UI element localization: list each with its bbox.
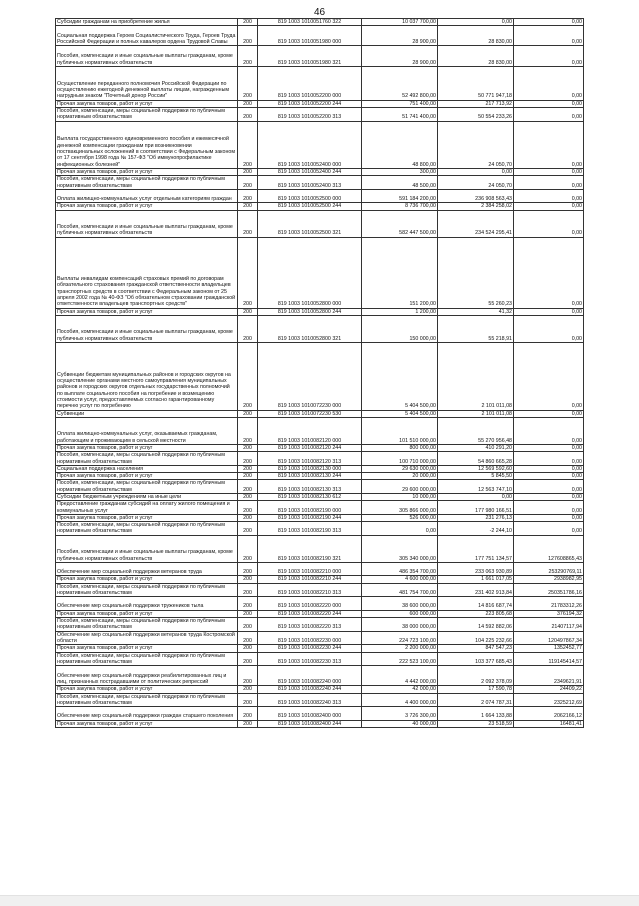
page-bottom-edge <box>0 895 639 906</box>
row-budget-code: 819 1003 1010082400 244 <box>258 720 362 727</box>
table-row <box>56 631 584 645</box>
row-budget-code: 819 1003 1010082230 244 <box>258 645 362 652</box>
row-unexecuted-amount: 2349621,91 <box>514 666 584 686</box>
row-executed-amount: 17 590,78 <box>438 686 514 693</box>
row-budget-code: 819 1003 1010082240 313 <box>258 693 362 707</box>
row-budget-code: 819 1003 1010051980 321 <box>258 46 362 67</box>
row-executed-amount: 14 592 882,06 <box>438 618 514 632</box>
row-unexecuted-amount: 0,00 <box>514 480 584 494</box>
row-executed-amount: 410 291,20 <box>438 444 514 451</box>
row-approved-amount: 29 630 000,00 <box>362 465 438 472</box>
row-approved-amount: 751 400,00 <box>362 100 438 107</box>
row-executed-amount: 0,00 <box>438 168 514 175</box>
row-executed-amount: 55 270 956,48 <box>438 417 514 444</box>
row-unexecuted-amount: 0,00 <box>514 46 584 67</box>
row-approved-amount: 5 404 500,00 <box>362 410 438 417</box>
row-approved-amount: 600 000,00 <box>362 610 438 617</box>
row-name: Прочая закупка товаров, работ и услуг <box>56 100 238 107</box>
row-approved-amount: 4 442 000,00 <box>362 666 438 686</box>
row-code-line: 200 <box>238 576 258 583</box>
row-unexecuted-amount: 0,00 <box>514 308 584 315</box>
row-name: Пособия, компенсации и иные социальные выплаты гражданам, кроме публичных нормативных обязательств <box>56 315 238 342</box>
row-budget-code: 819 1003 1010072230 000 <box>258 343 362 411</box>
row-budget-code: 819 1003 1010052500 244 <box>258 203 362 210</box>
row-unexecuted-amount: 0,00 <box>514 26 584 46</box>
table-row <box>56 452 584 466</box>
row-executed-amount: 177 751 134,57 <box>438 535 514 562</box>
row-approved-amount: 40 000,00 <box>362 720 438 727</box>
row-code-line: 200 <box>238 618 258 632</box>
row-code-line: 200 <box>238 46 258 67</box>
row-approved-amount: 224 723 100,00 <box>362 631 438 645</box>
row-unexecuted-amount: 0,00 <box>514 522 584 536</box>
row-name: Пособия, компенсации, меры социальной поддержки по публичным нормативным обязательствам <box>56 452 238 466</box>
table-row <box>56 562 584 576</box>
row-unexecuted-amount: 2062166,12 <box>514 707 584 721</box>
row-name: Прочая закупка товаров, работ и услуг <box>56 514 238 521</box>
row-name: Субвенции бюджетам муниципальных районов и городских округов на осуществление органами местного самоуправления муниципальных районов и городских округов отдельных государственных полномочий по выплате социального пособия на погребение и возмещению стоимости услуг, предоставляемых согласно гарантированному перечню услуг по погребению <box>56 343 238 411</box>
row-budget-code: 819 1003 1010052800 000 <box>258 237 362 308</box>
row-approved-amount: 800 000,00 <box>362 444 438 451</box>
row-executed-amount: 50 771 947,18 <box>438 66 514 100</box>
row-executed-amount: 0,00 <box>438 494 514 501</box>
table-row <box>56 645 584 652</box>
table-row <box>56 19 584 26</box>
row-unexecuted-amount: 0,00 <box>514 494 584 501</box>
row-name: Прочая закупка товаров, работ и услуг <box>56 444 238 451</box>
row-code-line: 200 <box>238 494 258 501</box>
row-approved-amount: 10 037 700,00 <box>362 19 438 26</box>
row-name: Пособия, компенсации, меры социальной поддержки по публичным нормативным обязательствам <box>56 583 238 597</box>
table-row <box>56 444 584 451</box>
row-budget-code: 819 1003 1010052400 313 <box>258 176 362 190</box>
table-row <box>56 618 584 632</box>
row-approved-amount: 28 900,00 <box>362 46 438 67</box>
table-row <box>56 707 584 721</box>
row-approved-amount: 52 492 800,00 <box>362 66 438 100</box>
row-name: Пособия, компенсации, меры социальной поддержки по публичным нормативным обязательствам <box>56 693 238 707</box>
row-name: Пособия, компенсации, меры социальной поддержки по публичным нормативным обязательствам <box>56 522 238 536</box>
row-unexecuted-amount: 0,00 <box>514 210 584 237</box>
table-row <box>56 514 584 521</box>
table-row <box>56 203 584 210</box>
row-name: Прочая закупка товаров, работ и услуг <box>56 686 238 693</box>
row-code-line: 200 <box>238 465 258 472</box>
row-unexecuted-amount: 0,00 <box>514 168 584 175</box>
row-approved-amount: 4 400 000,00 <box>362 693 438 707</box>
row-code-line: 200 <box>238 100 258 107</box>
row-code-line: 200 <box>238 480 258 494</box>
row-budget-code: 819 1003 1010082190 000 <box>258 501 362 515</box>
row-code-line: 200 <box>238 707 258 721</box>
row-executed-amount: 234 524 295,41 <box>438 210 514 237</box>
row-approved-amount: 29 600 000,00 <box>362 480 438 494</box>
row-name: Социальная поддержка населения <box>56 465 238 472</box>
table-row <box>56 522 584 536</box>
table-row <box>56 410 584 417</box>
row-executed-amount: 23 518,59 <box>438 720 514 727</box>
row-approved-amount: 526 000,00 <box>362 514 438 521</box>
row-executed-amount: 231 402 913,84 <box>438 583 514 597</box>
row-executed-amount: 24 050,70 <box>438 176 514 190</box>
table-row <box>56 610 584 617</box>
row-name: Обеспечение мер социальной поддержки ветеранов труда Костромской области <box>56 631 238 645</box>
row-code-line: 200 <box>238 562 258 576</box>
row-approved-amount: 150 000,00 <box>362 315 438 342</box>
row-approved-amount: 4 600 000,00 <box>362 576 438 583</box>
table-row <box>56 693 584 707</box>
row-approved-amount: 5 404 500,00 <box>362 343 438 411</box>
row-budget-code: 819 1003 1010082120 244 <box>258 444 362 451</box>
table-row <box>56 210 584 237</box>
row-executed-amount: 236 908 563,43 <box>438 189 514 203</box>
row-executed-amount: 231 276,13 <box>438 514 514 521</box>
row-unexecuted-amount: 0,00 <box>514 237 584 308</box>
table-row <box>56 720 584 727</box>
row-name: Социальная поддержка Героев Социалистического Труда, Героев Труда Российской Федерации и полных кавалеров ордена Трудовой Славы <box>56 26 238 46</box>
row-unexecuted-amount: 24409,22 <box>514 686 584 693</box>
row-budget-code: 819 1003 1010082230 313 <box>258 652 362 666</box>
row-code-line: 200 <box>238 645 258 652</box>
table-row <box>56 108 584 122</box>
row-approved-amount: 20 000,00 <box>362 473 438 480</box>
table-row <box>56 480 584 494</box>
row-approved-amount: 305 340 000,00 <box>362 535 438 562</box>
row-executed-amount: 0,00 <box>438 19 514 26</box>
row-code-line: 200 <box>238 597 258 611</box>
row-code-line: 200 <box>238 610 258 617</box>
row-unexecuted-amount: 0,00 <box>514 108 584 122</box>
table-row <box>56 176 584 190</box>
table-row <box>56 473 584 480</box>
row-budget-code: 819 1003 1010052400 244 <box>258 168 362 175</box>
row-name: Выплаты инвалидам компенсаций страховых премий по договорам обязательного страхования гражданской ответственности владельцев транспортных средств в соответствии с Федеральным законом от 25 апреля 2002 года № 40-ФЗ "Об обязательном страховании гражданской ответственности владельцев транспортных средств" <box>56 237 238 308</box>
row-code-line: 200 <box>238 444 258 451</box>
row-executed-amount: -2 244,10 <box>438 522 514 536</box>
row-unexecuted-amount: 0,00 <box>514 176 584 190</box>
row-budget-code: 819 1003 1010052500 000 <box>258 189 362 203</box>
row-executed-amount: 2 101 011,08 <box>438 410 514 417</box>
row-executed-amount: 54 860 665,28 <box>438 452 514 466</box>
row-name: Субвенции <box>56 410 238 417</box>
row-name: Пособия, компенсации, меры социальной поддержки по публичным нормативным обязательствам <box>56 618 238 632</box>
row-name: Прочая закупка товаров, работ и услуг <box>56 610 238 617</box>
table-row <box>56 535 584 562</box>
row-code-line: 200 <box>238 343 258 411</box>
row-executed-amount: 177 980 166,51 <box>438 501 514 515</box>
row-budget-code: 819 1003 1010052800 244 <box>258 308 362 315</box>
row-budget-code: 819 1003 1010082190 244 <box>258 514 362 521</box>
row-unexecuted-amount: 376194,32 <box>514 610 584 617</box>
row-code-line: 200 <box>238 522 258 536</box>
row-approved-amount: 48 800,00 <box>362 121 438 168</box>
row-executed-amount: 41,32 <box>438 308 514 315</box>
row-code-line: 200 <box>238 189 258 203</box>
row-name: Прочая закупка товаров, работ и услуг <box>56 720 238 727</box>
row-executed-amount: 14 816 687,74 <box>438 597 514 611</box>
row-code-line: 200 <box>238 176 258 190</box>
row-unexecuted-amount: 2938982,95 <box>514 576 584 583</box>
row-unexecuted-amount: 120497867,34 <box>514 631 584 645</box>
row-approved-amount: 3 726 300,00 <box>362 707 438 721</box>
row-unexecuted-amount: 0,00 <box>514 343 584 411</box>
row-budget-code: 819 1003 1010082240 000 <box>258 666 362 686</box>
row-approved-amount: 8 736 700,00 <box>362 203 438 210</box>
row-code-line: 200 <box>238 666 258 686</box>
row-approved-amount: 1 200,00 <box>362 308 438 315</box>
row-budget-code: 819 1003 1010072230 530 <box>258 410 362 417</box>
row-name: Пособия, компенсации и иные социальные выплаты гражданам, кроме публичных нормативных обязательств <box>56 210 238 237</box>
row-code-line: 200 <box>238 108 258 122</box>
row-budget-code: 819 1003 1010082220 313 <box>258 618 362 632</box>
row-approved-amount: 38 600 000,00 <box>362 597 438 611</box>
row-executed-amount: 28 830,00 <box>438 26 514 46</box>
row-executed-amount: 2 092 378,09 <box>438 666 514 686</box>
row-code-line: 200 <box>238 237 258 308</box>
row-name: Субсидии бюджетным учреждениям на иные цели <box>56 494 238 501</box>
row-code-line: 200 <box>238 19 258 26</box>
table-row <box>56 46 584 67</box>
row-executed-amount: 50 554 233,26 <box>438 108 514 122</box>
row-executed-amount: 104 225 232,66 <box>438 631 514 645</box>
row-unexecuted-amount: 127608865,43 <box>514 535 584 562</box>
row-approved-amount: 28 900,00 <box>362 26 438 46</box>
row-budget-code: 819 1003 1010082400 000 <box>258 707 362 721</box>
row-code-line: 200 <box>238 583 258 597</box>
row-unexecuted-amount: 0,00 <box>514 473 584 480</box>
row-unexecuted-amount: 250351786,16 <box>514 583 584 597</box>
row-code-line: 200 <box>238 686 258 693</box>
row-unexecuted-amount: 2325212,69 <box>514 693 584 707</box>
row-name: Обеспечение мер социальной поддержки тружеников тыла <box>56 597 238 611</box>
row-unexecuted-amount: 0,00 <box>514 501 584 515</box>
row-code-line: 200 <box>238 452 258 466</box>
row-budget-code: 819 1003 1010082220 244 <box>258 610 362 617</box>
row-approved-amount: 486 354 700,00 <box>362 562 438 576</box>
row-code-line: 200 <box>238 535 258 562</box>
row-unexecuted-amount: 21783312,26 <box>514 597 584 611</box>
row-unexecuted-amount: 1352452,77 <box>514 645 584 652</box>
row-code-line: 200 <box>238 693 258 707</box>
row-budget-code: 819 1003 1010082210 244 <box>258 576 362 583</box>
row-executed-amount: 2 101 011,08 <box>438 343 514 411</box>
table-row <box>56 66 584 100</box>
table-row <box>56 121 584 168</box>
table-row <box>56 465 584 472</box>
row-approved-amount: 101 510 000,00 <box>362 417 438 444</box>
table-row <box>56 417 584 444</box>
row-approved-amount: 51 741 400,00 <box>362 108 438 122</box>
row-code-line: 200 <box>238 203 258 210</box>
table-row <box>56 686 584 693</box>
row-executed-amount: 217 713,92 <box>438 100 514 107</box>
row-budget-code: 819 1003 1010082130 612 <box>258 494 362 501</box>
table-row <box>56 189 584 203</box>
row-approved-amount: 305 866 000,00 <box>362 501 438 515</box>
row-executed-amount: 1 661 017,05 <box>438 576 514 583</box>
row-name: Обеспечение мер социальной поддержки реабилитированных лиц и лиц, признанных пострадавшими от политических репрессий <box>56 666 238 686</box>
row-budget-code: 819 1003 1010082210 313 <box>258 583 362 597</box>
table-row <box>56 237 584 308</box>
row-name: Прочая закупка товаров, работ и услуг <box>56 576 238 583</box>
row-unexecuted-amount: 16481,41 <box>514 720 584 727</box>
row-approved-amount: 100 710 000,00 <box>362 452 438 466</box>
row-name: Пособия, компенсации, меры социальной поддержки по публичным нормативным обязательствам <box>56 480 238 494</box>
row-name: Прочая закупка товаров, работ и услуг <box>56 168 238 175</box>
row-approved-amount: 10 000,00 <box>362 494 438 501</box>
row-code-line: 200 <box>238 66 258 100</box>
row-executed-amount: 5 845,50 <box>438 473 514 480</box>
row-approved-amount: 481 754 700,00 <box>362 583 438 597</box>
row-budget-code: 819 1003 1010082130 000 <box>258 465 362 472</box>
row-unexecuted-amount: 0,00 <box>514 410 584 417</box>
row-executed-amount: 55 260,23 <box>438 237 514 308</box>
table-row <box>56 666 584 686</box>
row-code-line: 200 <box>238 514 258 521</box>
row-name: Пособия, компенсации, меры социальной поддержки по публичным нормативным обязательствам <box>56 176 238 190</box>
row-budget-code: 819 1003 1010082120 313 <box>258 452 362 466</box>
row-executed-amount: 28 830,00 <box>438 46 514 67</box>
row-executed-amount: 12 563 747,10 <box>438 480 514 494</box>
table-row <box>56 501 584 515</box>
row-budget-code: 819 1003 1010052400 000 <box>258 121 362 168</box>
row-name: Субсидии гражданам на приобретение жилья <box>56 19 238 26</box>
row-executed-amount: 55 218,91 <box>438 315 514 342</box>
row-approved-amount: 0,00 <box>362 522 438 536</box>
row-approved-amount: 38 000 000,00 <box>362 618 438 632</box>
row-approved-amount: 582 447 500,00 <box>362 210 438 237</box>
row-unexecuted-amount: 0,00 <box>514 66 584 100</box>
row-budget-code: 819 1003 1010082220 000 <box>258 597 362 611</box>
row-executed-amount: 2 074 787,31 <box>438 693 514 707</box>
row-name: Обеспечение мер социальной поддержки ветеранов труда <box>56 562 238 576</box>
row-executed-amount: 24 050,70 <box>438 121 514 168</box>
row-approved-amount: 2 200 000,00 <box>362 645 438 652</box>
row-name: Осуществление переданного полномочия Российской Федерации по осуществлению ежегодной денежной выплаты лицам, награжденным нагрудным знаком "Почетный донор России" <box>56 66 238 100</box>
row-unexecuted-amount: 0,00 <box>514 417 584 444</box>
row-executed-amount: 1 664 133,88 <box>438 707 514 721</box>
row-code-line: 200 <box>238 168 258 175</box>
table-row <box>56 100 584 107</box>
row-executed-amount: 847 547,23 <box>438 645 514 652</box>
page-number: 46 <box>313 7 326 18</box>
row-code-line: 200 <box>238 121 258 168</box>
row-budget-code: 819 1003 1010082190 321 <box>258 535 362 562</box>
table-row <box>56 652 584 666</box>
row-approved-amount: 591 184 200,00 <box>362 189 438 203</box>
row-budget-code: 819 1003 1010052500 321 <box>258 210 362 237</box>
row-unexecuted-amount: 21407117,94 <box>514 618 584 632</box>
row-unexecuted-amount: 0,00 <box>514 465 584 472</box>
table-row <box>56 583 584 597</box>
row-code-line: 200 <box>238 210 258 237</box>
row-unexecuted-amount: 0,00 <box>514 100 584 107</box>
row-name: Пособия, компенсации, меры социальной поддержки по публичным нормативным обязательствам <box>56 108 238 122</box>
row-name: Оплата жилищно-коммунальных услуг, оказываемых гражданам, работающим и проживающим в сельской местности <box>56 417 238 444</box>
row-unexecuted-amount: 0,00 <box>514 121 584 168</box>
row-budget-code: 819 1003 1010082210 000 <box>258 562 362 576</box>
row-code-line: 200 <box>238 501 258 515</box>
row-name: Оплата жилищно-коммунальных услуг отдельным категориям граждан <box>56 189 238 203</box>
row-name: Пособия, компенсации и иные социальные выплаты гражданам, кроме публичных нормативных обязательств <box>56 46 238 67</box>
row-code-line: 200 <box>238 410 258 417</box>
row-code-line: 200 <box>238 473 258 480</box>
row-executed-amount: 2 384 258,02 <box>438 203 514 210</box>
row-unexecuted-amount: 0,00 <box>514 444 584 451</box>
row-executed-amount: 12 569 592,60 <box>438 465 514 472</box>
row-unexecuted-amount: 0,00 <box>514 19 584 26</box>
row-name: Пособия, компенсации, меры социальной поддержки по публичным нормативным обязательствам <box>56 652 238 666</box>
row-name: Прочая закупка товаров, работ и услуг <box>56 645 238 652</box>
row-executed-amount: 233 063 930,89 <box>438 562 514 576</box>
table-row <box>56 597 584 611</box>
row-budget-code: 819 1003 1010082240 244 <box>258 686 362 693</box>
row-unexecuted-amount: 0,00 <box>514 514 584 521</box>
row-approved-amount: 222 523 100,00 <box>362 652 438 666</box>
table-row <box>56 494 584 501</box>
row-budget-code: 819 1003 1010051980 000 <box>258 26 362 46</box>
row-name: Пособия, компенсации и иные социальные выплаты гражданам, кроме публичных нормативных обязательств <box>56 535 238 562</box>
row-name: Обеспечение мер социальной поддержки граждан старшего поколения <box>56 707 238 721</box>
row-executed-amount: 223 805,68 <box>438 610 514 617</box>
row-executed-amount: 103 377 685,43 <box>438 652 514 666</box>
row-code-line: 200 <box>238 631 258 645</box>
row-code-line: 200 <box>238 26 258 46</box>
row-unexecuted-amount: 253290769,11 <box>514 562 584 576</box>
row-unexecuted-amount: 0,00 <box>514 189 584 203</box>
row-budget-code: 819 1003 1010052200 000 <box>258 66 362 100</box>
row-budget-code: 819 1003 1010082130 244 <box>258 473 362 480</box>
budget-table <box>55 18 584 728</box>
row-code-line: 200 <box>238 315 258 342</box>
row-budget-code: 819 1003 1010052200 244 <box>258 100 362 107</box>
budget-table-body <box>56 19 584 728</box>
row-budget-code: 819 1003 1010082190 313 <box>258 522 362 536</box>
row-budget-code: 819 1003 1010052800 321 <box>258 315 362 342</box>
row-code-line: 200 <box>238 308 258 315</box>
table-row <box>56 315 584 342</box>
row-name: Прочая закупка товаров, работ и услуг <box>56 203 238 210</box>
table-row <box>56 308 584 315</box>
table-row <box>56 26 584 46</box>
row-code-line: 200 <box>238 652 258 666</box>
row-budget-code: 819 1003 1010082120 000 <box>258 417 362 444</box>
row-budget-code: 819 1003 1010051760 322 <box>258 19 362 26</box>
row-unexecuted-amount: 0,00 <box>514 203 584 210</box>
row-approved-amount: 300,00 <box>362 168 438 175</box>
row-unexecuted-amount: 0,00 <box>514 315 584 342</box>
row-name: Прочая закупка товаров, работ и услуг <box>56 308 238 315</box>
row-unexecuted-amount: 0,00 <box>514 452 584 466</box>
row-unexecuted-amount: 119145414,57 <box>514 652 584 666</box>
row-approved-amount: 48 500,00 <box>362 176 438 190</box>
row-name: Выплата государственного единовременного пособия и ежемесячной денежной компенсации гражданам при возникновении поствакцинальных осложнений в соответствии с Федеральным законом от 17 сентября 1998 года № 157-ФЗ "Об иммунопрофилактике инфекционных болезней" <box>56 121 238 168</box>
row-code-line: 200 <box>238 417 258 444</box>
row-budget-code: 819 1003 1010082130 313 <box>258 480 362 494</box>
row-name: Прочая закупка товаров, работ и услуг <box>56 473 238 480</box>
table-row <box>56 576 584 583</box>
row-budget-code: 819 1003 1010052200 313 <box>258 108 362 122</box>
row-budget-code: 819 1003 1010082230 000 <box>258 631 362 645</box>
row-approved-amount: 42 000,00 <box>362 686 438 693</box>
table-row <box>56 168 584 175</box>
row-code-line: 200 <box>238 720 258 727</box>
table-row <box>56 343 584 411</box>
row-approved-amount: 151 200,00 <box>362 237 438 308</box>
row-name: Предоставление гражданам субсидий на оплату жилого помещения и коммунальных услуг <box>56 501 238 515</box>
